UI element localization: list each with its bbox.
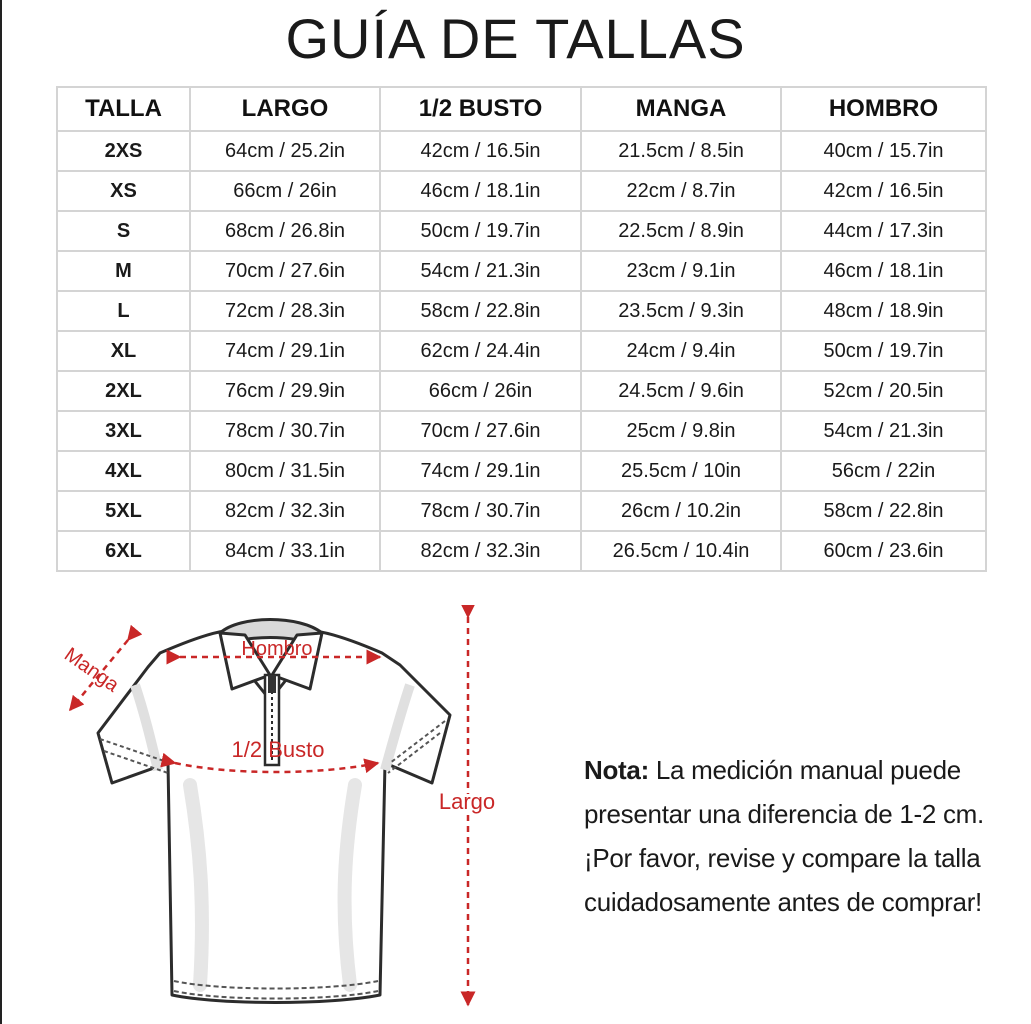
note-line-1 bbox=[584, 748, 1024, 792]
size-cell: 6XL bbox=[57, 531, 190, 571]
size-cell: XS bbox=[57, 171, 190, 211]
table-body bbox=[57, 131, 986, 571]
measurement-cell: 24.5cm / 9.6in bbox=[581, 371, 781, 411]
table-row bbox=[57, 331, 986, 371]
size-cell: XL bbox=[57, 331, 190, 371]
column-header-hombro: HOMBRO bbox=[781, 87, 986, 131]
size-cell: M bbox=[57, 251, 190, 291]
size-cell: 5XL bbox=[57, 491, 190, 531]
measurement-cell: 68cm / 26.8in bbox=[190, 211, 380, 251]
measurement-cell: 54cm / 21.3in bbox=[380, 251, 581, 291]
label-manga: Manga bbox=[60, 643, 123, 697]
table-row bbox=[57, 451, 986, 491]
note-line-4: cuidadosamente antes de comprar! bbox=[584, 887, 982, 917]
label-hombro: Hombro bbox=[241, 638, 313, 660]
measurement-cell: 78cm / 30.7in bbox=[190, 411, 380, 451]
measurement-cell: 58cm / 22.8in bbox=[781, 491, 986, 531]
measurement-cell: 74cm / 29.1in bbox=[380, 451, 581, 491]
measurement-cell: 60cm / 23.6in bbox=[781, 531, 986, 571]
measurement-cell: 58cm / 22.8in bbox=[380, 291, 581, 331]
measurement-cell: 22cm / 8.7in bbox=[581, 171, 781, 211]
measurement-cell: 46cm / 18.1in bbox=[380, 171, 581, 211]
size-cell: S bbox=[57, 211, 190, 251]
measurement-cell: 82cm / 32.3in bbox=[190, 491, 380, 531]
header-row bbox=[57, 87, 986, 131]
measurement-cell: 82cm / 32.3in bbox=[380, 531, 581, 571]
table-row bbox=[57, 291, 986, 331]
page-border bbox=[0, 0, 2, 1024]
size-chart-table bbox=[56, 86, 987, 572]
table-row bbox=[57, 171, 986, 211]
table-row bbox=[57, 491, 986, 531]
measurement-cell: 80cm / 31.5in bbox=[190, 451, 380, 491]
measurement-cell: 25.5cm / 10in bbox=[581, 451, 781, 491]
measurement-cell: 22.5cm / 8.9in bbox=[581, 211, 781, 251]
measurement-cell: 70cm / 27.6in bbox=[380, 411, 581, 451]
measurement-cell: 56cm / 22in bbox=[781, 451, 986, 491]
column-header-largo: LARGO bbox=[190, 87, 380, 131]
table-row bbox=[57, 371, 986, 411]
measurement-cell: 66cm / 26in bbox=[380, 371, 581, 411]
column-header-talla: TALLA bbox=[57, 87, 190, 131]
note-line-2: presentar una diferencia de 1-2 cm. bbox=[584, 799, 984, 829]
size-cell: 2XS bbox=[57, 131, 190, 171]
measurement-cell: 40cm / 15.7in bbox=[781, 131, 986, 171]
measurement-cell: 70cm / 27.6in bbox=[190, 251, 380, 291]
measurement-cell: 42cm / 16.5in bbox=[781, 171, 986, 211]
size-cell: 3XL bbox=[57, 411, 190, 451]
measurement-cell: 26cm / 10.2in bbox=[581, 491, 781, 531]
measurement-cell: 84cm / 33.1in bbox=[190, 531, 380, 571]
polo-shirt-diagram bbox=[40, 605, 580, 1020]
note-text-1: La medición manual puede bbox=[655, 755, 961, 785]
measurement-cell: 50cm / 19.7in bbox=[781, 331, 986, 371]
table-row bbox=[57, 251, 986, 291]
measurement-cell: 48cm / 18.9in bbox=[781, 291, 986, 331]
page-title: GUÍA DE TALLAS bbox=[285, 7, 746, 70]
note-line-3: ¡Por favor, revise y compare la talla bbox=[584, 843, 981, 873]
size-cell: 4XL bbox=[57, 451, 190, 491]
column-header-1-2-busto: 1/2 BUSTO bbox=[380, 87, 581, 131]
measurement-cell: 74cm / 29.1in bbox=[190, 331, 380, 371]
measurement-cell: 46cm / 18.1in bbox=[781, 251, 986, 291]
measurement-cell: 78cm / 30.7in bbox=[380, 491, 581, 531]
table-row bbox=[57, 411, 986, 451]
measurement-cell: 64cm / 25.2in bbox=[190, 131, 380, 171]
measurement-cell: 66cm / 26in bbox=[190, 171, 380, 211]
size-cell: L bbox=[57, 291, 190, 331]
measurement-cell: 23cm / 9.1in bbox=[581, 251, 781, 291]
measurement-cell: 42cm / 16.5in bbox=[380, 131, 581, 171]
label-largo: Largo bbox=[438, 789, 496, 814]
table-row bbox=[57, 211, 986, 251]
measurement-cell: 24cm / 9.4in bbox=[581, 331, 781, 371]
measurement-cell: 54cm / 21.3in bbox=[781, 411, 986, 451]
label-busto: 1/2 Busto bbox=[231, 737, 325, 762]
column-header-manga: MANGA bbox=[581, 87, 781, 131]
measurement-cell: 21.5cm / 8.5in bbox=[581, 131, 781, 171]
measurement-cell: 23.5cm / 9.3in bbox=[581, 291, 781, 331]
size-cell: 2XL bbox=[57, 371, 190, 411]
measurement-note bbox=[584, 748, 1024, 924]
measurement-cell: 25cm / 9.8in bbox=[581, 411, 781, 451]
measurement-cell: 76cm / 29.9in bbox=[190, 371, 380, 411]
measurement-cell: 44cm / 17.3in bbox=[781, 211, 986, 251]
table-header bbox=[57, 87, 986, 131]
note-label: Nota: bbox=[584, 755, 649, 785]
table-row bbox=[57, 131, 986, 171]
measurement-cell: 72cm / 28.3in bbox=[190, 291, 380, 331]
measurement-cell: 26.5cm / 10.4in bbox=[581, 531, 781, 571]
table-row bbox=[57, 531, 986, 571]
measurement-cell: 50cm / 19.7in bbox=[380, 211, 581, 251]
measurement-cell: 52cm / 20.5in bbox=[781, 371, 986, 411]
measurement-cell: 62cm / 24.4in bbox=[380, 331, 581, 371]
polo-shirt-icon bbox=[98, 620, 450, 1003]
